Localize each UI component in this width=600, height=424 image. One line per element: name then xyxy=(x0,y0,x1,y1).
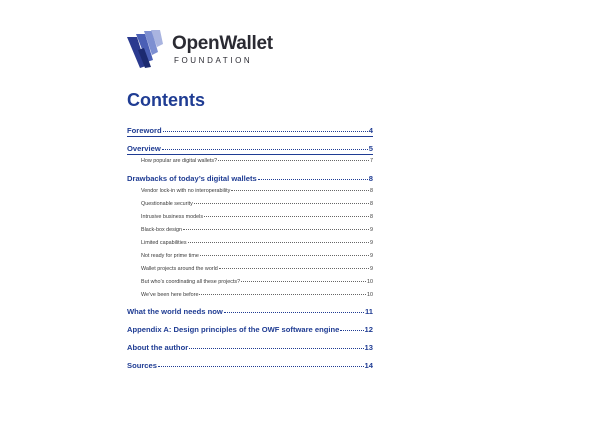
toc-entry[interactable] xyxy=(127,307,373,316)
toc-leader-dots xyxy=(258,179,368,180)
toc-entry-label: Limited capabilities xyxy=(141,240,187,246)
toc-entry-page: 9 xyxy=(370,253,373,259)
toc-leader-dots xyxy=(189,348,363,349)
toc-entry-label: Vendor lock-in with no interoperability xyxy=(141,188,231,194)
toc-entry-page: 9 xyxy=(370,266,373,272)
toc-entry-page: 5 xyxy=(368,144,373,153)
toc-entry-page: 14 xyxy=(364,361,373,370)
toc-leader-dots xyxy=(241,281,366,282)
toc-entry[interactable] xyxy=(127,343,373,352)
toc-entry-page: 8 xyxy=(368,174,373,183)
toc-leader-dots xyxy=(340,330,363,331)
toc-leader-dots xyxy=(163,131,368,132)
toc-leader-dots xyxy=(204,216,369,217)
toc-entry-label: Not ready for prime time xyxy=(141,253,199,259)
toc-entry-page: 13 xyxy=(364,343,373,352)
toc-subentry[interactable] xyxy=(127,279,373,285)
toc-leader-dots xyxy=(218,160,369,161)
toc-entry-label: Sources xyxy=(127,361,157,370)
toc-entry-label: About the author xyxy=(127,343,189,352)
toc-entry-label: Questionable security xyxy=(141,201,193,207)
toc-entry-page: 12 xyxy=(364,325,373,334)
logo-subtitle: FOUNDATION xyxy=(174,56,253,65)
owf-logo-mark-icon xyxy=(127,30,169,68)
toc-leader-dots xyxy=(199,294,366,295)
toc-entry-label: But who’s coordinating all these projects? xyxy=(141,279,241,285)
toc-entry-label: How popular are digital wallets? xyxy=(141,158,218,164)
toc-entry-label: Intrusive business models xyxy=(141,214,204,220)
toc-entry[interactable] xyxy=(127,361,373,370)
toc-entry[interactable] xyxy=(127,144,373,155)
toc-entry[interactable] xyxy=(127,174,373,183)
toc-leader-dots xyxy=(231,190,369,191)
toc-subentry[interactable] xyxy=(127,201,373,207)
toc-entry-page: 11 xyxy=(364,307,373,316)
toc-entry-label: What the world needs now xyxy=(127,307,223,316)
toc-subentry[interactable] xyxy=(127,214,373,220)
toc-leader-dots xyxy=(162,149,368,150)
toc-entry-page: 7 xyxy=(370,158,373,164)
owf-logo xyxy=(127,30,277,68)
toc-entry[interactable] xyxy=(127,325,373,334)
toc-leader-dots xyxy=(200,255,369,256)
toc-entry-label: Drawbacks of today’s digital wallets xyxy=(127,174,257,183)
toc-leader-dots xyxy=(194,203,369,204)
toc-entry-page: 9 xyxy=(370,227,373,233)
logo-name: OpenWallet xyxy=(172,33,273,54)
toc-entry-page: 10 xyxy=(367,292,373,298)
contents-title: Contents xyxy=(127,90,205,110)
toc-entry-label: Appendix A: Design principles of the OWF software engine xyxy=(127,325,340,334)
toc-entry-page: 9 xyxy=(370,240,373,246)
toc-subentry[interactable] xyxy=(127,266,373,272)
toc-leader-dots xyxy=(158,366,364,367)
toc-entry-page: 4 xyxy=(368,126,373,135)
toc-leader-dots xyxy=(183,229,369,230)
toc-subentry[interactable] xyxy=(127,158,373,164)
toc-entry-page: 8 xyxy=(370,201,373,207)
toc-leader-dots xyxy=(188,242,369,243)
toc-entry[interactable] xyxy=(127,126,373,137)
toc-subentry[interactable] xyxy=(127,227,373,233)
toc-subentry[interactable] xyxy=(127,292,373,298)
toc-subentry[interactable] xyxy=(127,188,373,194)
toc-entry-page: 10 xyxy=(367,279,373,285)
toc-entry-page: 8 xyxy=(370,188,373,194)
toc-entry-page: 8 xyxy=(370,214,373,220)
toc-entry-label: We’ve been here before xyxy=(141,292,199,298)
toc-subentry[interactable] xyxy=(127,240,373,246)
toc-entry-label: Overview xyxy=(127,144,161,153)
toc-leader-dots xyxy=(219,268,369,269)
toc-leader-dots xyxy=(224,312,364,313)
toc-entry-label: Wallet projects around the world xyxy=(141,266,218,272)
toc-entry-label: Black-box design xyxy=(141,227,183,233)
toc-entry-label: Foreword xyxy=(127,126,162,135)
toc-subentry[interactable] xyxy=(127,253,373,259)
